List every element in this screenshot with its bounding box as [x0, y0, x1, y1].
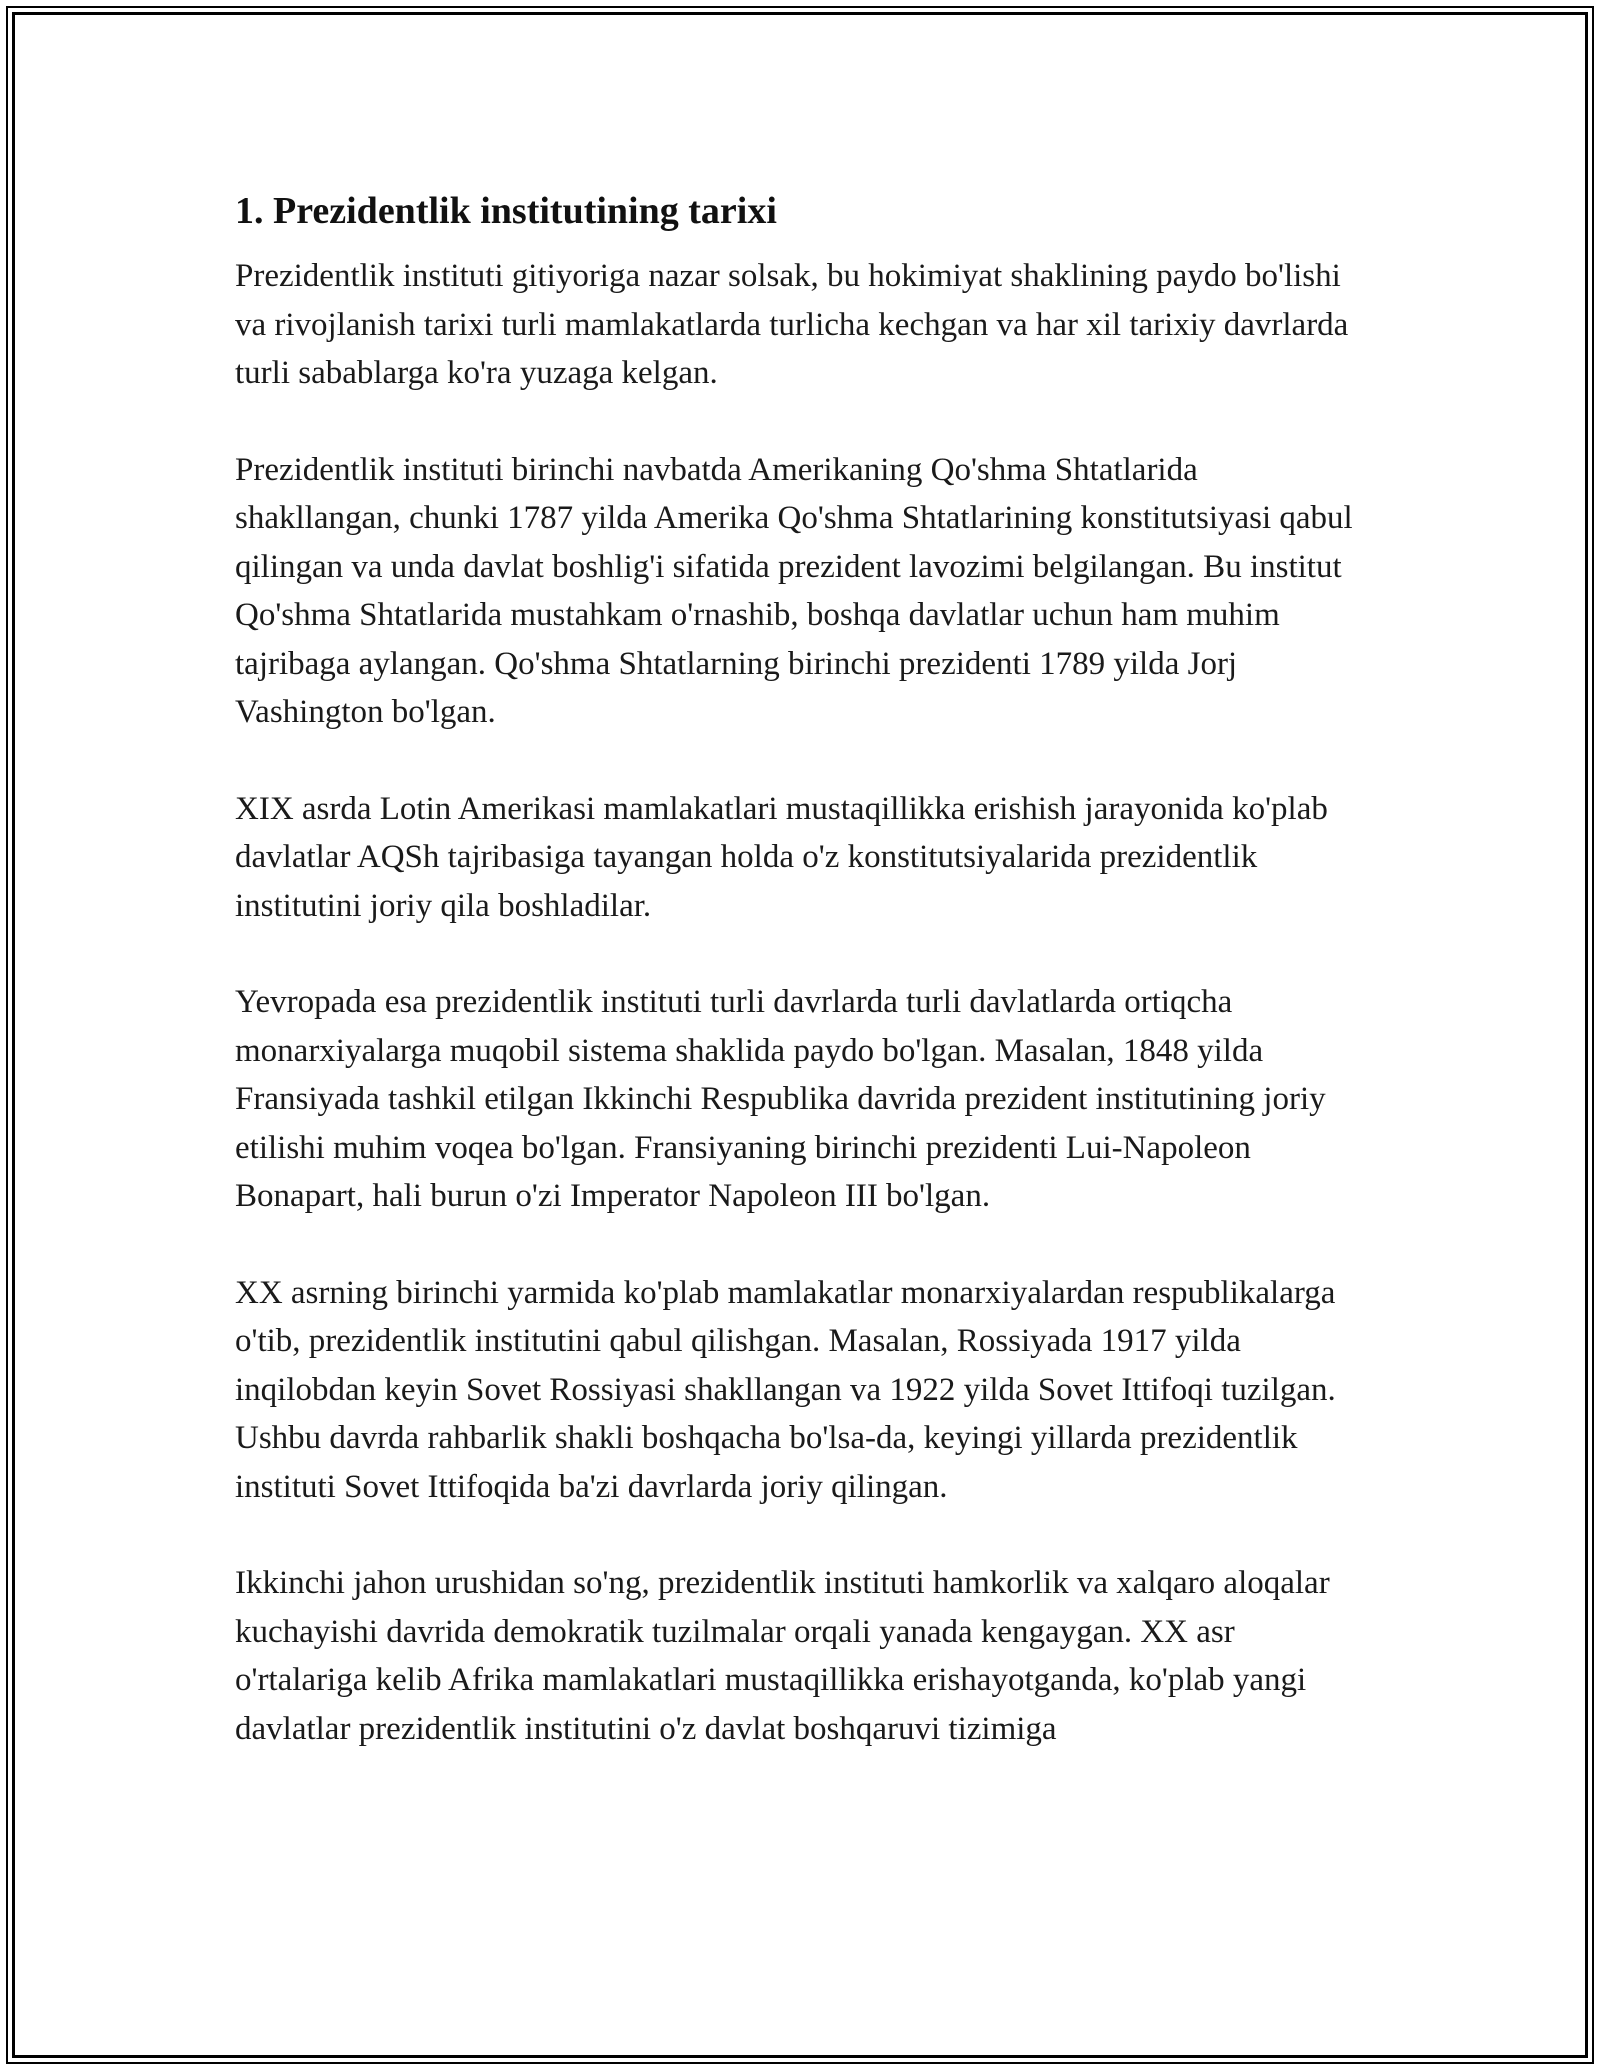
paragraph-6: Ikkinchi jahon urushidan so'ng, prezidentlik instituti hamkorlik va xalqaro aloqalar kuchayishi davrida demokratik tuzilmalar orqali yanada kengaygan. XX asr o'rtalariga kelib Afrika mamlakatlari mustaqillikka erishayotganda, ko'plab yangi davlatlar prezidentlik institutini o'z davlat boshqaruvi tizimiga: [235, 1565, 1330, 1747]
paragraph-5: XX asrning birinchi yarmida ko'plab mamlakatlar monarxiyalardan respublikalarga o'tib, prezidentlik institutini qabul qilishgan. Masalan, Rossiyada 1917 yilda inqilobdan keyin Sovet Rossiyasi shakllangan va 1922 yilda Sovet Ittifoqi tuzilgan. Ushbu davrda rahbarlik shakli boshqacha bo'lsa-da, keyingi yillarda prezidentlik instituti Sovet Ittifoqida ba'zi davrlarda joriy qilingan.: [235, 1274, 1336, 1505]
paragraph-1: Prezidentlik instituti gitiyoriga nazar solsak, bu hokimiyat shaklining paydo bo'lishi va rivojlanish tarixi turli mamlakatlarda turlicha kechgan va har xil tarixiy davrlarda turli sabablarga ko'ra yuzaga kelgan.: [235, 258, 1349, 391]
section-heading: 1. Prezidentlik institutining tarixi: [235, 190, 777, 232]
document-body: [235, 186, 1365, 1801]
paragraph-2: Prezidentlik instituti birinchi navbatda Amerikaning Qo'shma Shtatlarida shakllangan, chunki 1787 yilda Amerika Qo'shma Shtatlarining konstitutsiyasi qabul qilingan va unda davlat boshlig'i sifatida prezident lavozimi belgilangan. Bu institut Qo'shma Shtatlarida mustahkam o'rnashib, boshqa davlatlar uchun ham muhim tajribaga aylangan. Qo'shma Shtatlarning birinchi prezidenti 1789 yilda Jorj Vashington bo'lgan.: [235, 451, 1353, 730]
paragraph-3: XIX asrda Lotin Amerikasi mamlakatlari mustaqillikka erishish jarayonida ko'plab davlatlar AQSh tajribasiga tayangan holda o'z konstitutsiyalarida prezidentlik institutini joriy qila boshladilar.: [235, 790, 1328, 924]
paragraph-4: Yevropada esa prezidentlik instituti turli davrlarda turli davlatlarda ortiqcha monarxiyalarga muqobil sistema shaklida paydo bo'lgan. Masalan, 1848 yilda Fransiyada tashkil etilgan Ikkinchi Respublika davrida prezident institutining joriy etilishi muhim voqea bo'lgan. Fransiyaning birinchi prezidenti Lui-Napoleon Bonapart, hali burun o'zi Imperator Napoleon III bo'lgan.: [235, 984, 1326, 1214]
